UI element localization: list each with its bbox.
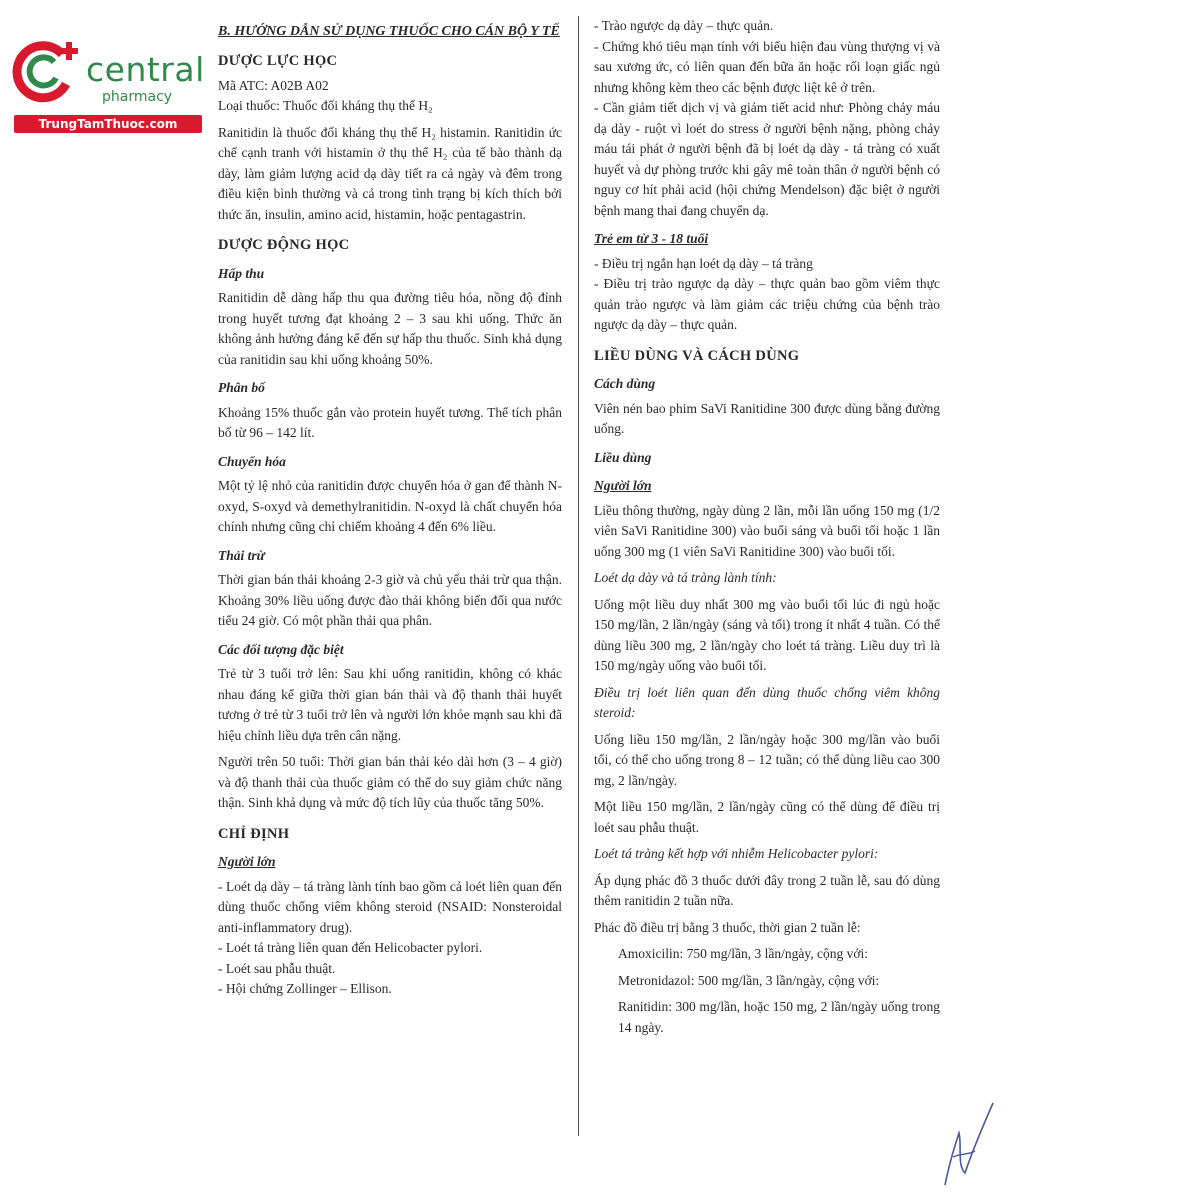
heading-excretion: Thải trừ <box>218 547 265 563</box>
indication-item: - Loét tá tràng liên quan đến Helicobacter pylori. <box>218 940 483 955</box>
logo-c-cross-icon <box>10 38 86 110</box>
special-text-children: Trẻ từ 3 tuổi trở lên: Sau khi uống ranitidin, không có khác nhau đáng kể giữa thời gian bán thải và độ thanh thải huyết tương ở trẻ từ 3 tuổi trở lên và người lớn khỏe mạnh sau khi đã hiệu chỉnh liều dựa trên cân nặng. <box>218 666 562 743</box>
heading-indications: CHỈ ĐỊNH <box>218 825 290 842</box>
special-text-elderly: Người trên 50 tuổi: Thời gian bán thải kéo dài hơn (3 – 4 giờ) và độ thanh thải của thuốc giảm có thể do suy giảm chức năng thận. Sinh khả dụng và mức độ tích lũy của thuốc tăng 50%. <box>218 754 562 810</box>
indication-item: - Cần giảm tiết dịch vị và giảm tiết acid như: Phòng chảy máu dạ dày - ruột vì loét do stress ở người bệnh nặng, phòng chảy máu tái phát ở người bệnh đã bị loét dạ dày - tá tràng có xuất huyết và dự phòng trước khi gây mê toàn thân ở người bệnh có nguy cơ hít phải acid (hội chứng Mendelson) đặc biệt ở người bệnh mang thai đang chuyển dạ. <box>594 100 940 218</box>
heading-dosage: Liều dùng <box>594 449 652 465</box>
indication-item: - Loét sau phẫu thuật. <box>218 960 336 976</box>
logo-sub: pharmacy <box>102 89 173 105</box>
heading-pharmacokinetics: DƯỢC ĐỘNG HỌC <box>218 237 350 253</box>
nsaid-ulcer-text: Uống liều 150 mg/lần, 2 lần/ngày hoặc 300 mg/lần vào buổi tối, có thể cho uống trong 8 – 12 tuần; có thể dùng liều cao 300 mg, 2 lần/ngày. <box>594 731 940 788</box>
indication-item: - Hội chứng Zollinger – Ellison. <box>218 981 392 996</box>
indication-item: - Chứng khó tiêu mạn tính với biểu hiện đau vùng thượng vị và sau xương ức, có liên quan đến bữa ăn hoặc rối loạn giấc ngủ nhưng không kèm theo các bệnh được liệt kê ở trên. <box>594 38 940 95</box>
column-divider <box>578 16 579 1136</box>
metabolism-text: Một tỷ lệ nhỏ của ranitidin được chuyển hóa ở gan để thành N-oxyd, S-oxyd và demethylranitidin. N-oxyd là chất chuyển hóa chính nhưng cũng chỉ chiếm khoảng 4 đến 6% liều. <box>218 478 562 534</box>
administration-text: Viên nén bao phim SaVi Ranitidine 300 được dùng bằng đường uống. <box>594 400 940 436</box>
postop-ulcer-text: Một liều 150 mg/lần, 2 lần/ngày cũng có thể dùng để điều trị loét sau phẫu thuật. <box>594 799 940 835</box>
logo-tag: TrungTamThuoc.com <box>14 115 202 133</box>
pharmacy-logo <box>10 38 210 138</box>
logo-brand: central <box>86 50 205 89</box>
left-column <box>218 16 562 1000</box>
child-indication-item: - Điều trị trào ngược dạ dày – thực quản bao gồm viêm thực quản trào ngược và làm giảm các triệu chứng của bệnh trào ngược dạ dày – thực quản. <box>594 276 940 332</box>
absorption-text: Ranitidin dễ dàng hấp thu qua đường tiêu hóa, nồng độ đỉnh trong huyết tương đạt khoảng 2 – 3 sau khi uống. Thức ăn không ảnh hưởng đáng kể đến sự hấp thu thuốc. Sinh khả dụng của ranitidin sau khi uống khoảng 50%. <box>218 290 562 367</box>
nsaid-ulcer-title: Điều trị loét liên quan đến dùng thuốc chống viêm không steroid: <box>594 684 940 720</box>
distribution-text: Khoảng 15% thuốc gắn vào protein huyết tương. Thể tích phân bố từ 96 – 142 lít. <box>218 404 562 440</box>
adult-dosage-text: Liều thông thường, ngày dùng 2 lần, mỗi lần uống 150 mg (1/2 viên SaVi Ranitidine 300) vào buổi sáng và buổi tối hoặc 1 lần uống 300 mg (1 viên SaVi Ranitidine 300) vào buổi tối. <box>594 502 940 559</box>
benign-ulcer-text: Uống một liều duy nhất 300 mg vào buổi tối lúc đi ngủ hoặc 150 mg/lần, 2 lần/ngày (sáng và tối) trong ít nhất 4 tuần. Có thể dùng liều 300 mg, 2 lần/ngày cho loét tá tràng. Liều duy trì là 150 mg/ngày uống vào buổi tối. <box>594 596 940 673</box>
indication-item: - Trào ngược dạ dày – thực quản. <box>594 18 774 33</box>
section-title: B. HƯỚNG DẪN SỬ DỤNG THUỐC CHO CÁN BỘ Y TẾ <box>218 24 560 39</box>
benign-ulcer-title: Loét dạ dày và tá tràng lành tính: <box>594 570 777 585</box>
heading-adults: Người lớn <box>218 854 276 869</box>
hp-ulcer-title: Loét tá tràng kết hợp với nhiễm Helicobacter pylori: <box>594 846 879 861</box>
heading-pharmacodynamics: DƯỢC LỰC HỌC <box>218 53 338 69</box>
regimen-drug: Ranitidin: 300 mg/lần, hoặc 150 mg, 2 lần/ngày uống trong 14 ngày. <box>618 999 940 1035</box>
heading-children: Trẻ em từ 3 - 18 tuổi <box>594 231 709 246</box>
pd-text: Ranitidin là thuốc đối kháng thụ thể H₂ histamin. Ranitidin ức chế cạnh tranh với histamin ở thụ thể H₂ của tế bào thành dạ dày, làm giảm lượng acid dạ dày tiết ra cả ngày và đêm trong điều kiện bình thường và cả trong tình trạng bị kích thích bởi thức ăn, insulin, amino acid, histamin, hoặc pentagastrin. <box>218 124 562 222</box>
regimen-drug: Amoxicilin: 750 mg/lần, 3 lần/ngày, cộng với: <box>618 946 868 961</box>
heading-metabolism: Chuyển hóa <box>218 453 286 469</box>
heading-absorption: Hấp thu <box>218 265 265 281</box>
signature-mark <box>935 1095 1005 1195</box>
right-column <box>594 16 940 1044</box>
child-indication-item: - Điều trị ngắn hạn loét dạ dày – tá tràng <box>594 255 813 271</box>
heading-special-populations: Các đối tượng đặc biệt <box>218 641 344 657</box>
regimen-title: Phác đồ điều trị bằng 3 thuốc, thời gian 2 tuần lễ: <box>594 919 861 935</box>
indication-item: - Loét dạ dày – tá tràng lành tính bao gồm cả loét liên quan đến dùng thuốc chống viêm không steroid (NSAID: Nonsteroidal anti-inflammatory drug). <box>218 878 562 935</box>
heading-distribution: Phân bố <box>218 380 265 395</box>
heading-adult-dosage: Người lớn <box>594 478 652 493</box>
heading-administration: Cách dùng <box>594 376 656 391</box>
hp-ulcer-text: Áp dụng phác đồ 3 thuốc dưới đây trong 2 tuần lễ, sau đó dùng thêm ranitidin 2 tuần nữa. <box>594 872 940 908</box>
drug-type: Loại thuốc: Thuốc đối kháng thụ thể H₂ <box>218 98 433 113</box>
excretion-text: Thời gian bán thải khoảng 2-3 giờ và chủ yếu thải trừ qua thận. Khoảng 30% liều uống được đào thải không biến đổi qua nước tiểu 24 giờ. Có một phần thải qua phân. <box>218 572 562 628</box>
regimen-drug: Metronidazol: 500 mg/lần, 3 lần/ngày, cộng với: <box>618 972 880 988</box>
heading-dosage-administration: LIỀU DÙNG VÀ CÁCH DÙNG <box>594 347 800 364</box>
atc-code: Mã ATC: A02B A02 <box>218 77 329 93</box>
